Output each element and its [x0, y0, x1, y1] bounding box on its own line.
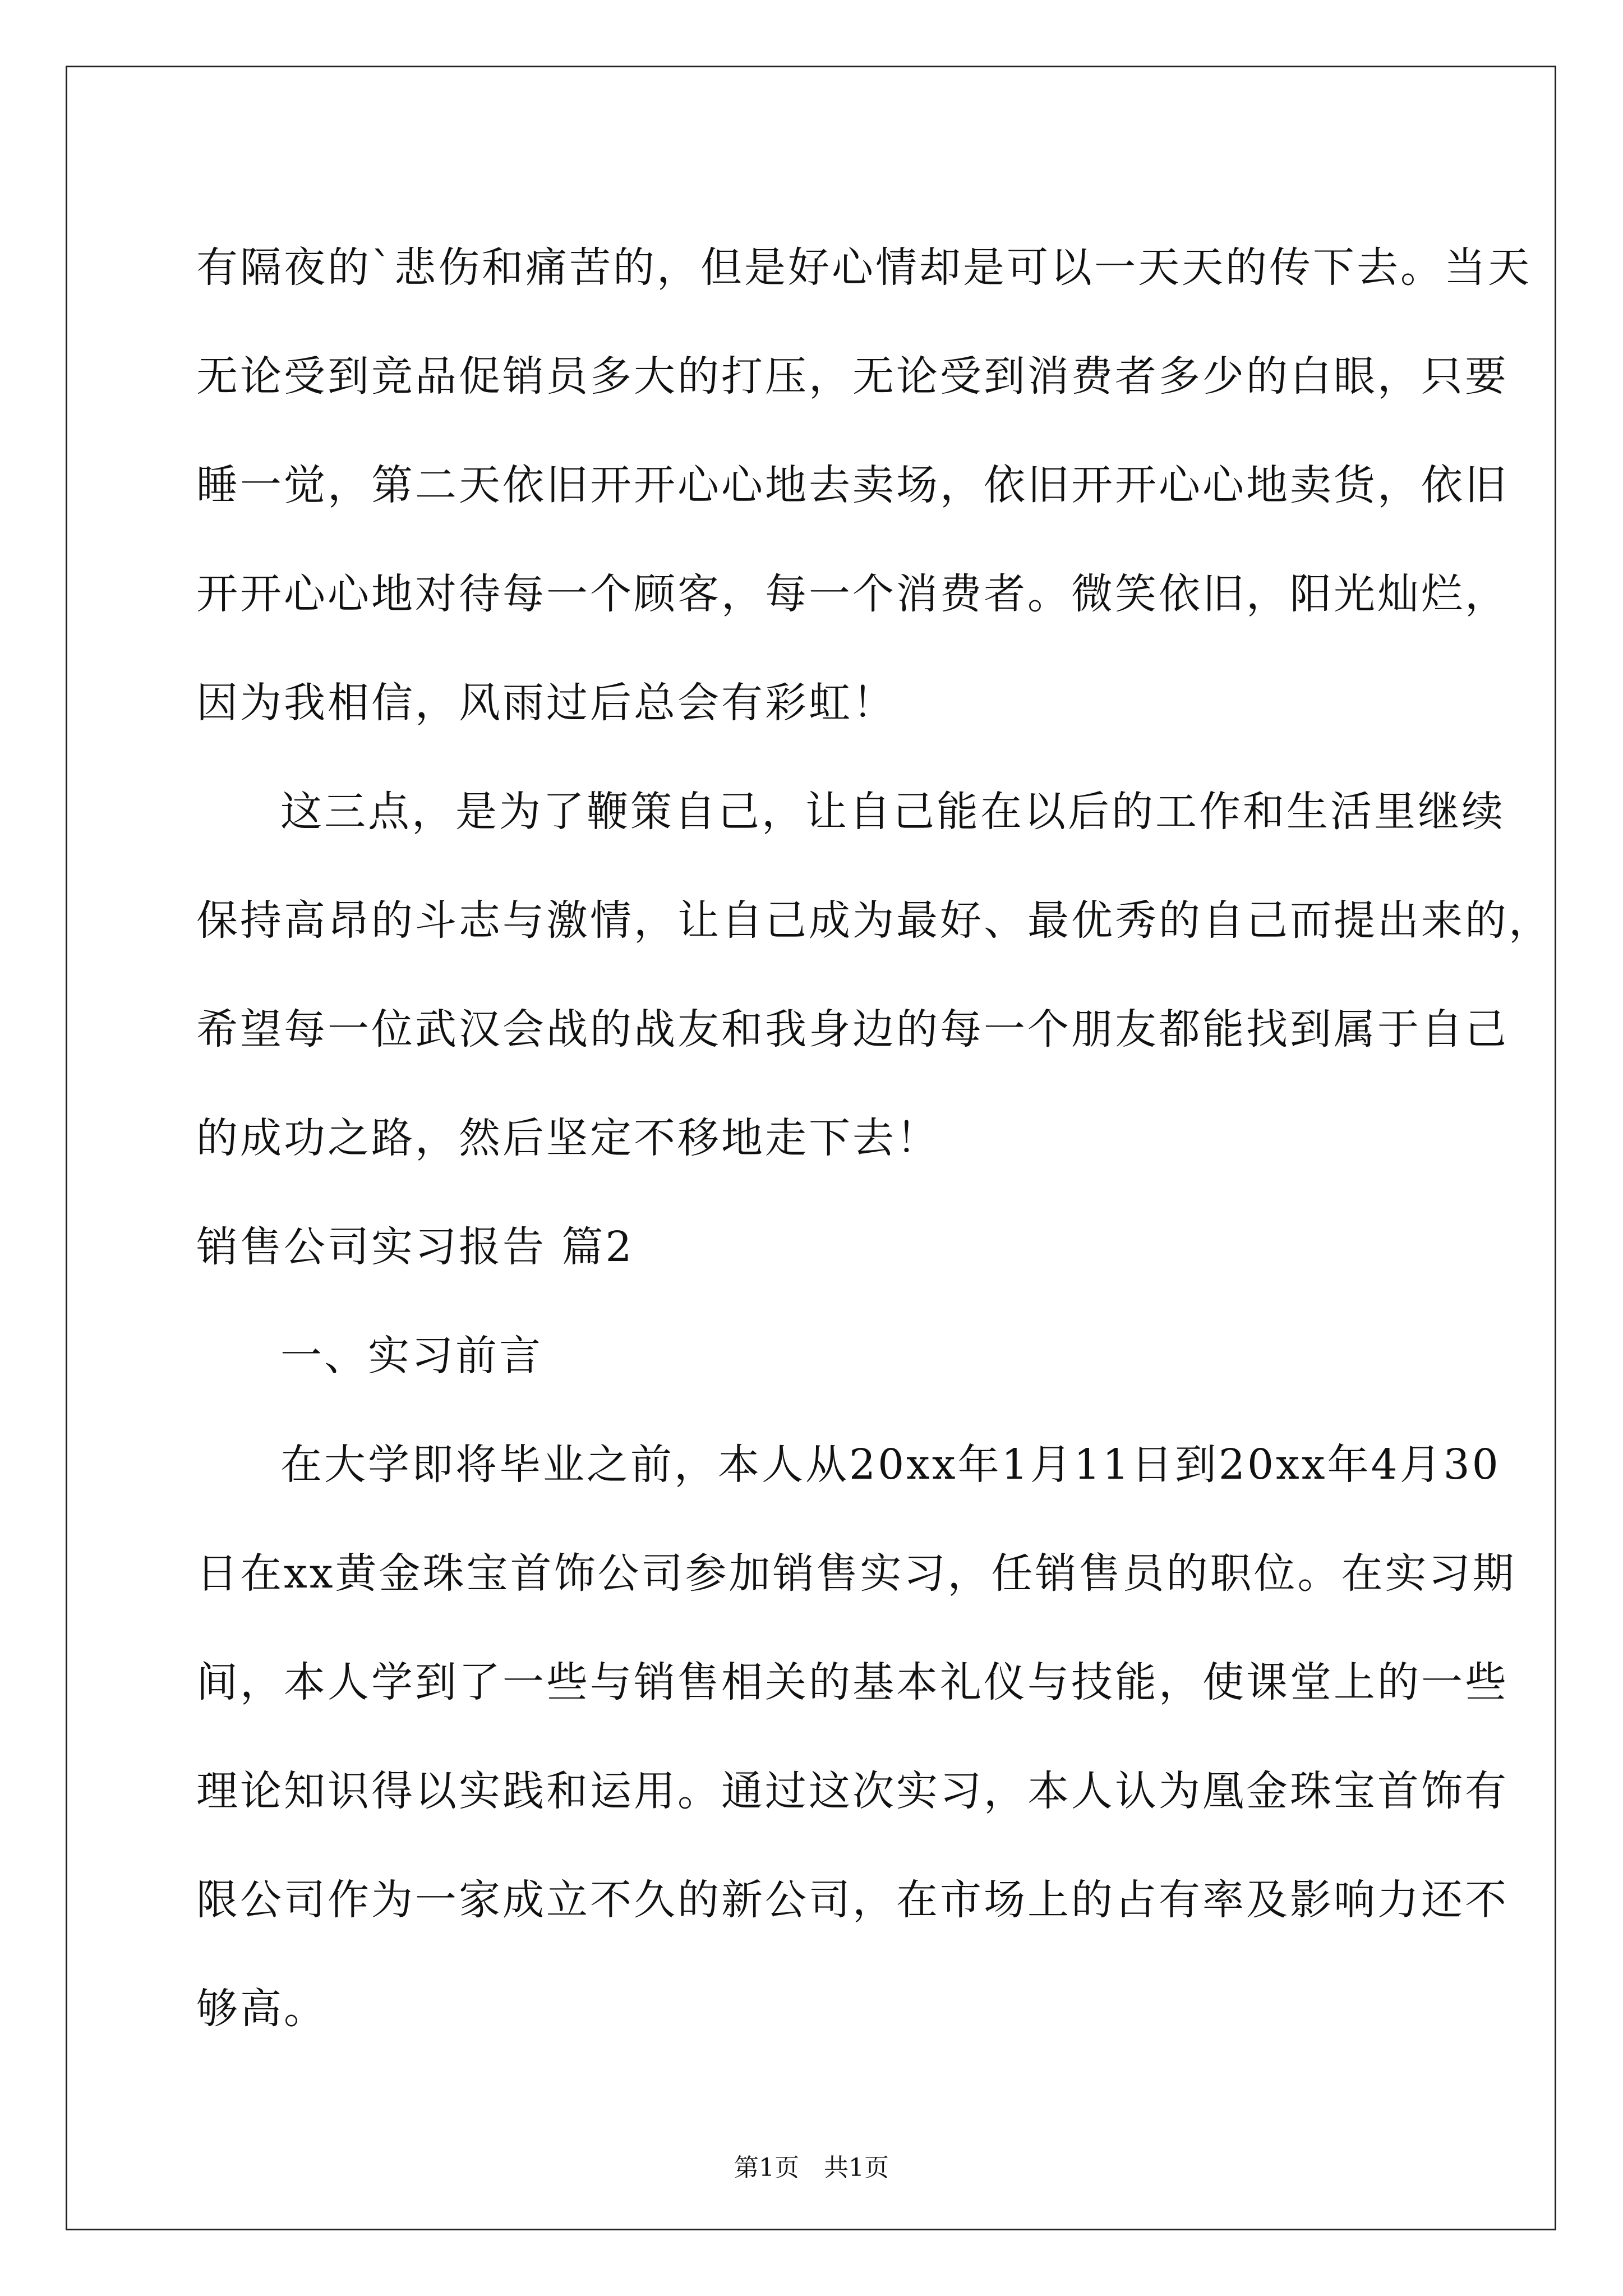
text-line: 这三点，是为了鞭策自己，让自己能在以后的工作和生活里继续: [280, 788, 1505, 836]
text-line: 的成功之路，然后坚定不移地走下去！: [196, 1114, 940, 1162]
page-footer: 第1页 共1页: [734, 2154, 889, 2182]
text-line: 日在xx黄金珠宝首饰公司参加销售实习，任销售员的职位。在实习期: [196, 1549, 1516, 1598]
text-line: 希望每一位武汉会战的战友和我身边的每一个朋友都能找到属于自己: [196, 1005, 1509, 1053]
text-line: 保持高昂的斗志与激情，让自己成为最好、最优秀的自己而提出来的，: [196, 896, 1552, 945]
section-title: 销售公司实习报告 篇2: [196, 1223, 634, 1271]
subheading: 一、实习前言: [280, 1332, 543, 1380]
paragraph-2: [196, 757, 1552, 1193]
text-line: 因为我相信，风雨过后总会有彩虹！: [196, 679, 896, 727]
paragraph-1: [196, 213, 1532, 757]
text-line: 限公司作为一家成立不久的新公司，在市场上的占有率及影响力还不: [196, 1876, 1509, 1924]
text-line: 理论知识得以实践和运用。通过这次实习，本人认为凰金珠宝首饰有: [196, 1767, 1509, 1815]
paragraph-3: [196, 1410, 1516, 2063]
text-line: 在大学即将毕业之前，本人从20xx年1月11日到20xx年4月30: [280, 1441, 1501, 1489]
text-line: 开开心心地对待每一个顾客，每一个消费者。微笑依旧，阳光灿烂，: [196, 570, 1509, 618]
text-line: 间，本人学到了一些与销售相关的基本礼仪与技能，使课堂上的一些: [196, 1658, 1509, 1706]
document-body: [196, 213, 1552, 2063]
text-line: 有隔夜的`悲伤和痛苦的，但是好心情却是可以一天天的传下去。当天: [196, 243, 1532, 292]
text-line: 睡一觉，第二天依旧开开心心地去卖场，依旧开开心心地卖货，依旧: [196, 461, 1509, 509]
text-line: 够高。: [196, 1985, 328, 2033]
text-line: 无论受到竞品促销员多大的打压，无论受到消费者多少的白眼，只要: [196, 352, 1509, 401]
